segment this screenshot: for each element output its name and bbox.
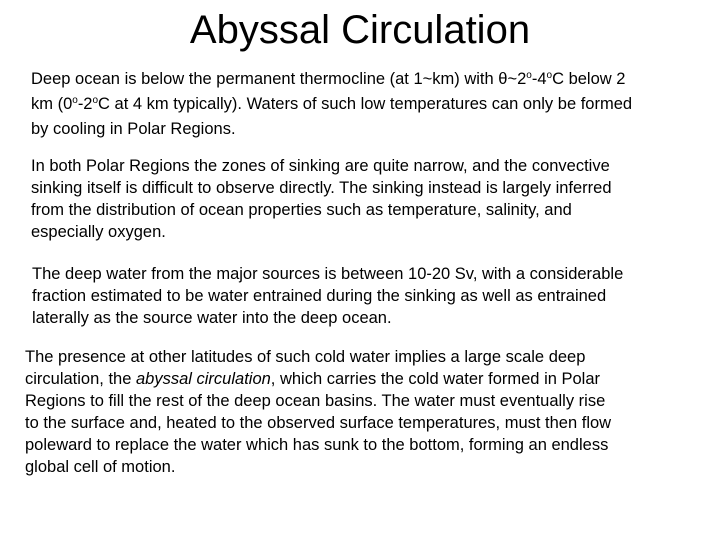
text-run: -4	[531, 70, 547, 88]
text-run: Deep ocean is below the permanent thermocline (at 1~km) with θ~2	[31, 70, 527, 88]
paragraph-deep-ocean	[31, 68, 632, 140]
paragraph-line	[25, 368, 611, 390]
degree-superscript: o	[546, 70, 553, 81]
paragraph-line: by cooling in Polar Regions.	[31, 120, 236, 138]
text-run: C at 4 km typically). Waters of such low temperatures can only be formed	[98, 95, 633, 113]
degree-superscript: o	[72, 95, 78, 106]
paragraph-line: global cell of motion.	[25, 458, 176, 476]
text-run: km (0	[31, 95, 73, 113]
paragraph-line: The presence at other latitudes of such cold water implies a large scale deep	[25, 348, 586, 366]
text-run: C below 2	[552, 70, 626, 88]
paragraph-line: fraction estimated to be water entrained during the sinking as well as entrained	[32, 287, 607, 305]
paragraph-abyssal-circulation	[25, 346, 611, 478]
text-run: , which carries the cold water formed in Polar	[270, 370, 601, 388]
emphasized-term: abyssal circulation	[135, 370, 271, 388]
paragraph-line	[31, 68, 632, 93]
paragraph-line: poleward to replace the water which has sunk to the bottom, forming an endless	[25, 436, 609, 454]
text-run: circulation, the	[25, 370, 136, 388]
paragraph-line: to the surface and, heated to the observed surface temperatures, must then flow	[25, 414, 612, 432]
paragraph-line	[31, 93, 632, 118]
paragraph-line: laterally as the source water into the deep ocean.	[32, 309, 392, 327]
paragraph-deep-water-sources	[32, 263, 623, 329]
degree-superscript: o	[92, 95, 99, 106]
paragraph-polar-sinking	[31, 155, 612, 243]
paragraph-line: In both Polar Regions the zones of sinking are quite narrow, and the convective	[31, 157, 610, 175]
paragraph-line: Regions to fill the rest of the deep ocean basins. The water must eventually rise	[25, 392, 606, 410]
text-run: -2	[77, 95, 93, 113]
degree-superscript: o	[526, 70, 532, 81]
page-title: Abyssal Circulation	[189, 8, 531, 52]
paragraph-line: sinking itself is difficult to observe directly. The sinking instead is largely inferred	[31, 179, 612, 197]
paragraph-line: especially oxygen.	[31, 223, 166, 241]
paragraph-line: The deep water from the major sources is between 10-20 Sv, with a considerable	[32, 265, 624, 283]
paragraph-line: from the distribution of ocean properties such as temperature, salinity, and	[31, 201, 572, 219]
